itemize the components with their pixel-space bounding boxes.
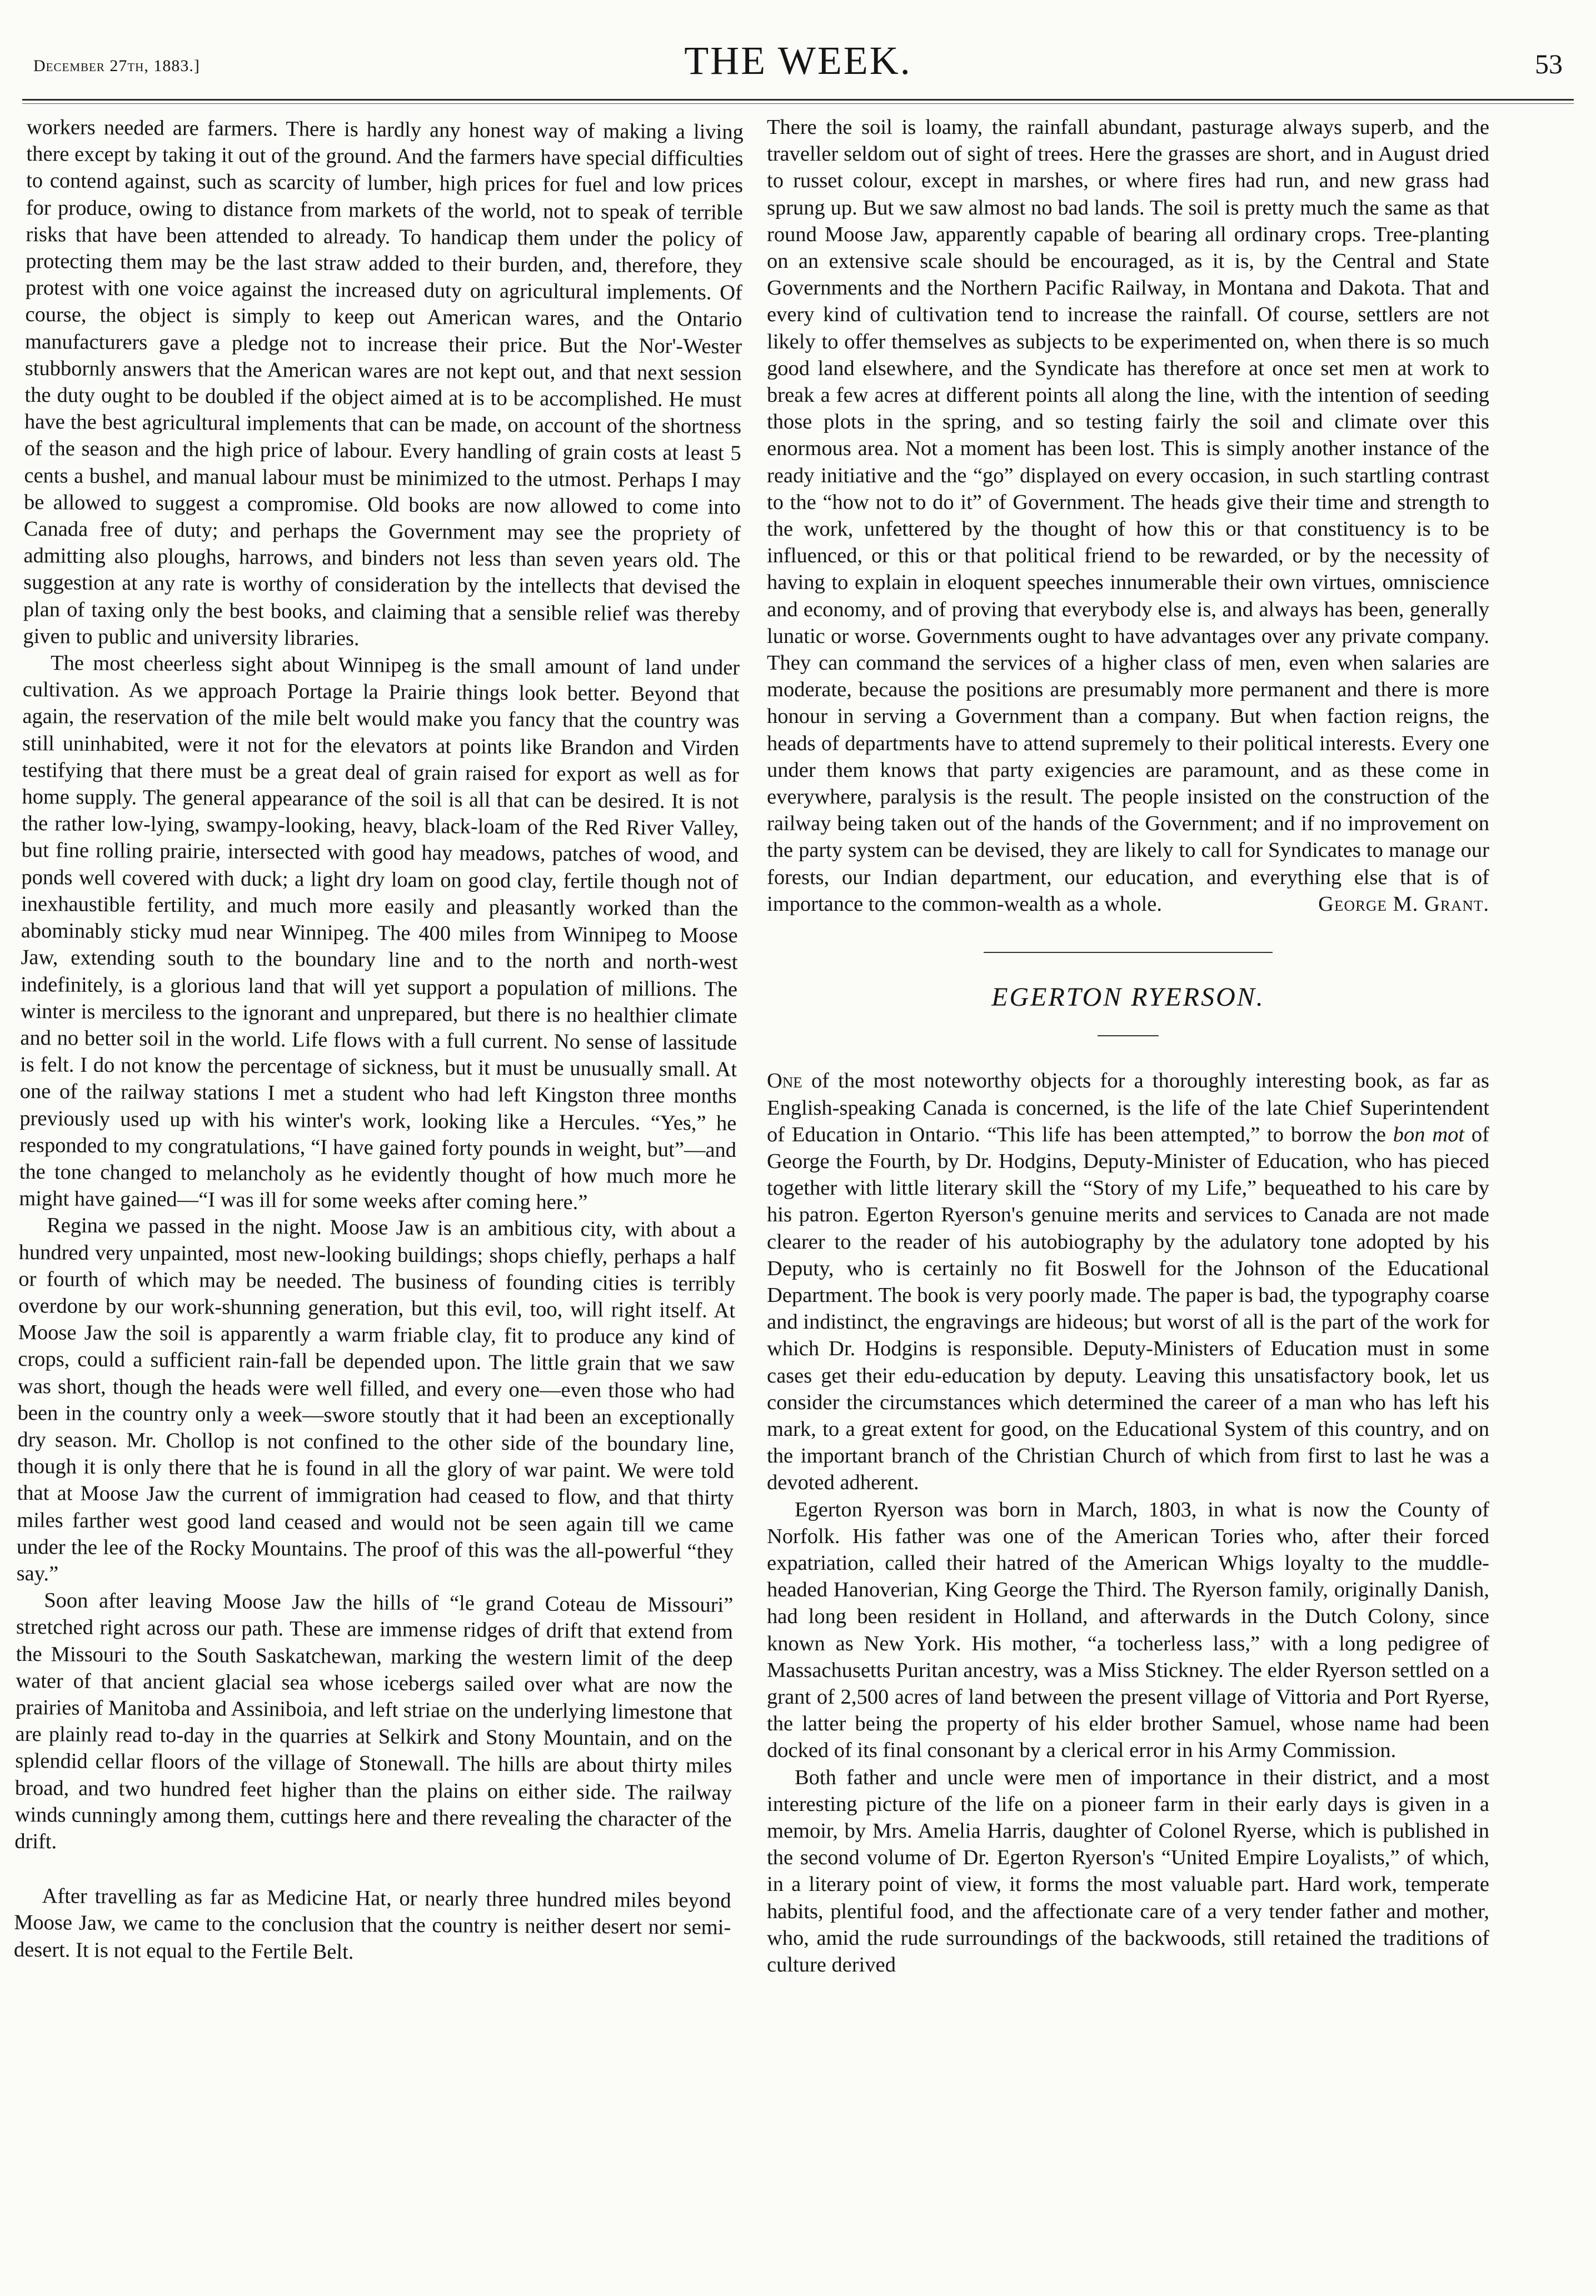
article-paragraph: Both father and uncle were men of importance in their district, and a most interesting picture of the life on a pioneer farm in their early days is given in a memoir, by Mrs. Amelia Harris, daughter of Colonel Ryerse, which is published in the second volume of Dr. Egerton Ryerson's “United Empire Loyalists,” of which, in a literary point of view, it forms the most valuable part. Hard work, temperate habits, plentiful food, and the affectionate care of a very tender father and mother, who, amid the rude surroundings of the backwoods, still retained the traditions of culture derived bbox=[767, 1765, 1489, 1976]
right-column bbox=[767, 114, 1489, 1978]
italic-phrase: bon mot bbox=[1393, 1122, 1465, 1146]
article-paragraph bbox=[767, 114, 1489, 917]
article-paragraph: Soon after leaving Moose Jaw the hills of “le grand Coteau de Missouri” stretched right across our path. These are immense ridges of drift that extend from the Missouri to the South Saskatchewan, marking the western limit of the deep water of that ancient glacial sea whose icebergs sailed over what are now the prairies of Manitoba and Assiniboia, and left striae on the underlying limestone that are plainly read to-day in the quarries at Selkirk and Stony Mountain, and on the splendid cellar floors of the village of Stonewall. The hills are about thirty miles broad, and two hundred feet higher than the plains on either side. The railway winds cunningly among them, cuttings here and there revealing the character of the drift. bbox=[14, 1589, 734, 1854]
lead-word: One bbox=[767, 1069, 802, 1093]
left-column bbox=[13, 114, 744, 1964]
paragraph-text: of the most noteworthy objects for a thoroughly interesting book, as far as English-speaking Canada is concerned, is the life of the late Chief Superintendent of Education in Ontario. “This life has been attempted,” to borrow the bbox=[767, 1069, 1489, 1146]
article-paragraph: workers needed are farmers. There is hardly any honest way of making a living there except by taking it out of the ground. And the farmers have special difficulties to contend against, such as scarcity of lumber, high prices for fuel and low prices for produce, owing to distance from markets of the world, not to speak of terrible risks that have been attended to already. To handicap them under the policy of protecting them may be the last straw added to their burden, and, therefore, they protest with one voice against the increased duty on agricultural implements. Of course, the object is simply to keep out American wares, and the Ontario manufacturers gave a pledge not to increase their price. But the Nor'-Wester stubbornly answers that the American wares are not kept out, and that next session the duty ought to be doubled if the object aimed at is to be accomplished. He must have the best agricultural implements that can be made, on account of the shortness of the season and the high price of labour. Every handling of grain costs at least 5 cents a bushel, and manual labour must be minimized to the utmost. Perhaps I may be allowed to suggest a compromise. Old books are now allowed to come into Canada free of duty; and perhaps the Government may see the propriety of admitting also ploughs, harrows, and binders not less than seven years old. The suggestion at any rate is worthy of consideration by the intellects that devised the plan of taxing only the best books, and claiming that a sensible relief was thereby given to public and university libraries. bbox=[23, 115, 744, 651]
issue-date: December 27th, 1883.] bbox=[33, 57, 200, 75]
paragraph-gap bbox=[14, 1855, 731, 1888]
publication-title: THE WEEK. bbox=[684, 38, 912, 83]
masthead-rule-thin bbox=[22, 103, 1574, 104]
article-paragraph: After travelling as far as Medicine Hat, or nearly three hundred miles beyond Moose Jaw, we came to the conclusion that the country is neither desert nor semi-desert. It is not equal to the Fertile Belt. bbox=[13, 1884, 731, 1964]
left-column-text bbox=[14, 114, 744, 1968]
article-paragraph: The most cheerless sight about Winnipeg is the small amount of land under cultivation. As we approach Portage la Prairie things look better. Beyond that again, the reservation of the mile belt would make you fancy that the country was still uninhabited, were it not for the elevators at points like Brandon and Virden testifying that there must be a great deal of grain raised for export as well as for home supply. The general appearance of the soil is all that can be desired. It is not the rather low-lying, swampy-looking, heavy, black-loam of the Red River Valley, but fine rolling prairie, intersected with good hay meadows, patches of wood, and ponds well covered with duck; a light dry loam on good clay, fertile though not of inexhaustible fertility, and much more easily and pleasantly worked than the abominably sticky mud near Winnipeg. The 400 miles from Winnipeg to Moose Jaw, extending south to the boundary line and to the north and north-west indefinitely, is a glorious land that will yet support a population of millions. The winter is merciless to the ignorant and unprepared, but there is no healthier climate and no better soil in the world. Life flows with a full current. No sense of lassitude is felt. I do not know the percentage of sickness, but it must be unusually small. At one of the railway stations I met a student who had left Kingston three months previously used up with his winter's work, looking like a Hercules. “Yes,” he responded to my congratulations, “I have gained forty pounds in weight, but”—and the tone changed to melancholy as he evidently thought of how much more he might have gained—“I was ill for some weeks after coming here.” bbox=[19, 651, 740, 1215]
section-divider bbox=[984, 952, 1273, 953]
author-signature: George M. Grant. bbox=[1318, 892, 1489, 916]
article-paragraph bbox=[767, 1067, 1489, 1496]
heading-rule bbox=[1098, 1035, 1159, 1036]
paragraph-text: of George the Fourth, by Dr. Hodgins, Deputy-Minister of Education, who has pieced together with little literary skill the “Story of my Life,” bequeathed to his care by his patron. Egerton Ryerson's genuine merits and services to Canada are not made clearer to the reader of his autobiography by the adulatory tone adopted by his Deputy, who is certainly no fit Boswell for the Johnson of the Educational Department. The book is very poorly made. The paper is bad, the typography coarse and indistinct, the engravings are hideous; but worst of all is the part of the work for which Dr. Hodgins is responsible. Deputy-Ministers of Education must in some cases get their edu-education by deputy. Leaving this unsatisfactory book, let us consider the circumstances which determined the career of a man who has left his mark, to a great extent for good, on the Educational System of this country, and on the important branch of the Christian Church of which from first to last he was a devoted adherent. bbox=[767, 1122, 1490, 1495]
article-heading: EGERTON RYERSON. bbox=[991, 982, 1265, 1012]
page-number: 53 bbox=[1535, 48, 1563, 79]
paragraph-text: There the soil is loamy, the rainfall abundant, pasturage always superb, and the traveller seldom out of sight of trees. Here the grasses are short, and in August dried to russet colour, except in marshes, or where fires had run, and new grass had sprung up. But we saw almost no bad lands. The soil is pretty much the same as that round Moose Jaw, apparently capable of bearing all ordinary crops. Tree-planting on an extensive scale should be encouraged, as it is, by the Central and State Governments and the Northern Pacific Railway, in Montana and Dakota. That and every kind of cultivation tend to increase the rainfall. Of course, settlers are not likely to offer themselves as subjects to be experimented on, when there is so much good land elsewhere, and the Syndicate has therefore at once set men at work to break a few acres at different points all along the line, with the intention of seeding those plots in the spring, and so testing fairly the soil and climate over this enormous area. Not a moment has been lost. This is simply another instance of the ready initiative and the “go” displayed on every occasion, in such startling contrast to the “how not to do it” of Government. The heads give their time and strength to the work, unfettered by the thought of how this or that constituency is to be influenced, or this or that political friend to be rewarded, or by the necessity of having to explain in eloquent speeches innumerable their own virtues, omniscience and economy, and of proving that everybody else is, and always has been, generally lunatic or worse. Governments ought to have advantages over any private company. They can command the services of a higher class of men, even when salaries are moderate, because the positions are presumably more permanent and there is more honour in serving a Government than a company. But when faction reigns, the heads of departments have to attend supremely to their political interests. Every one under them knows that party exigencies are paramount, and as these come in everywhere, paralysis is the result. The people insisted on the construction of the railway being taken out of the hands of the Government; and if no improvement on the party system can be devised, they are likely to call for Syndicates to manage our forests, our Indian department, our education, and everything else that is of importance to the common-wealth as a whole. bbox=[767, 116, 1489, 916]
masthead-rule bbox=[22, 99, 1574, 101]
article-paragraph: Regina we passed in the night. Moose Jaw is an ambitious city, with about a hundred very unpainted, most new-looking buildings; shops chiefly, perhaps a half or fourth of which may be needed. The business of founding cities is terribly overdone by our work-shunning generation, but this evil, too, will right itself. At Moose Jaw the soil is apparently a warm friable clay, fit to produce any kind of crops, could a sufficient rain-fall be depended upon. The little grain that we saw was short, though the heads were well filled, and every one—even those who had been in the country only a week—swore stoutly that it had been an exceptionally dry season. Mr. Chollop is not confined to the other side of the boundary line, though it is only there that he is found in all the glory of war paint. We were told that at Moose Jaw the current of immigration had ceased to flow, and that thirty miles farther west good land ceased and would not be seen again till we came under the lee of the Rocky Mountains. The proof of this was the all-powerful “they say.” bbox=[16, 1214, 736, 1586]
masthead bbox=[33, 34, 1563, 101]
article-paragraph: Egerton Ryerson was born in March, 1803, in what is now the County of Norfolk. His father was one of the American Tories who, after their forced expatriation, called their hatred of the American Whigs loyalty to the muddle-headed Hanoverian, King George the Third. The Ryerson family, originally Danish, had long been resident in Holland, and afterwards in the Dutch Colony, since known as New York. His mother, “a tocherless lass,” with a long pedigree of Massachusetts Puritan ancestry, was a Miss Stickney. The elder Ryerson settled on a grant of 2,500 acres of land between the present village of Vittoria and Port Ryerse, the latter being the property of his elder brother Samuel, whose name had been docked of its final consonant by a clerical error in his Army Commission. bbox=[767, 1498, 1489, 1763]
